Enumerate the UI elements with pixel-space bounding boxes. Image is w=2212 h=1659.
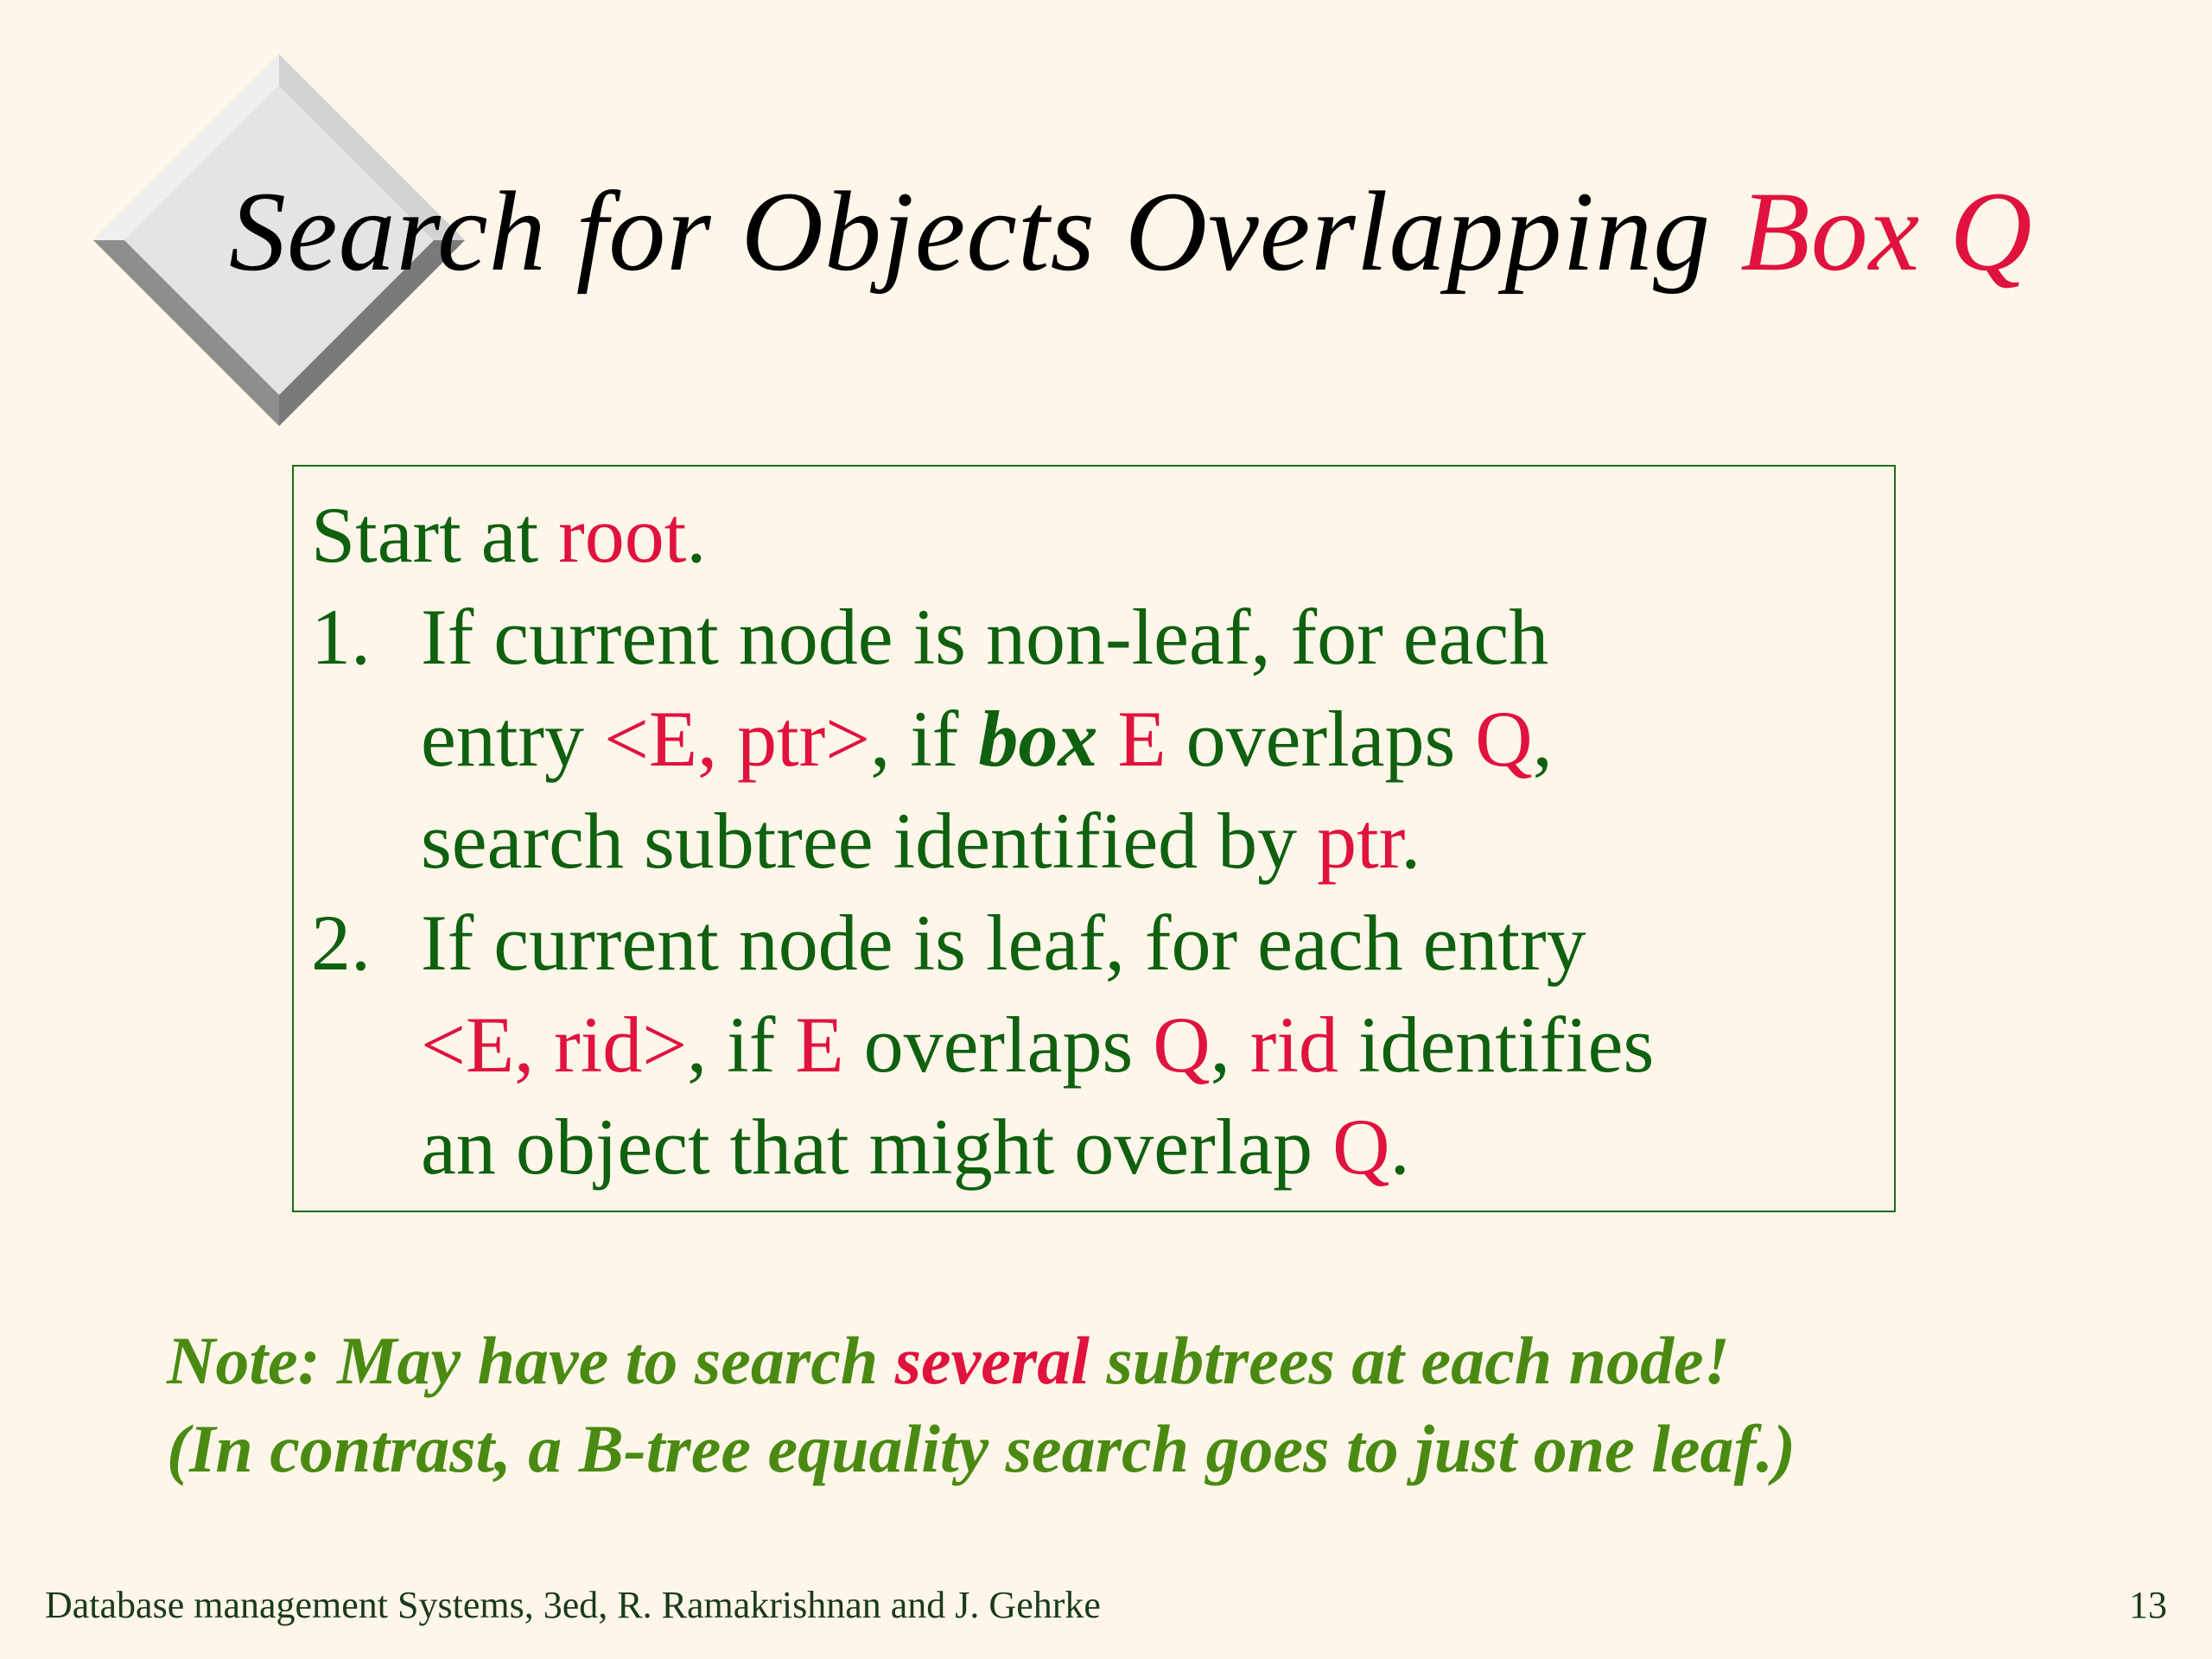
several-emphasis: several [894,1323,1090,1398]
text: . [1389,1103,1410,1191]
step-2-body [421,892,1654,1198]
ptr-term: ptr [1317,797,1402,885]
text: , if [687,1001,796,1089]
text: identifies [1338,1001,1655,1089]
note-line-1 [167,1317,1796,1405]
note [167,1317,1796,1493]
step-1 [311,586,1877,892]
title-main: Search for Objects Overlapping [229,168,1741,295]
text: . [1401,797,1421,885]
entry-tuple: <E, ptr> [604,695,871,783]
page-number: 13 [2129,1584,2167,1626]
text: search subtree identified by [421,797,1318,885]
step-2 [311,892,1877,1198]
step-1-line-2 [421,688,1553,790]
footer-citation: Database management Systems, 3ed, R. Ramakrishnan and J. Gehrke [45,1584,1101,1626]
note-line-2: (In contrast, a B-tree equality search goes to just one leaf.) [167,1411,1796,1486]
start-line [311,484,1877,586]
text: entry [421,695,605,783]
text: overlaps [843,1001,1154,1089]
step-2-line-3 [421,1096,1654,1198]
algorithm-box [292,465,1896,1212]
step-2-number: 2. [311,899,371,987]
q-term: Q [1153,1001,1211,1089]
step-1-line-1: If current node is non-leaf, for each [421,593,1549,681]
text: , [1532,695,1553,783]
start-prefix: Start at [311,491,559,579]
step-1-line-3 [421,790,1553,892]
box-e-term: E [1117,695,1166,783]
root-term: root [558,491,687,579]
entry-tuple: <E, rid> [421,1001,688,1089]
box-emphasis: box [978,695,1098,783]
step-2-line-2 [421,994,1654,1096]
step-1-body [421,586,1553,892]
q-term: Q [1332,1103,1390,1191]
start-period: . [686,491,707,579]
text: subtrees at each node! [1089,1323,1730,1398]
text [1097,695,1117,783]
rid-term: rid [1249,1001,1338,1089]
text: overlaps [1166,695,1476,783]
step-1-number: 1. [311,593,371,681]
text: , if [870,695,979,783]
q-term: Q [1475,695,1533,783]
slide-title [229,162,2033,301]
title-highlight: Box Q [1740,168,2033,295]
text: , [1210,1001,1250,1089]
e-term: E [795,1001,844,1089]
text: an object that might overlap [421,1103,1333,1191]
text: Note: May have to search [167,1323,895,1398]
step-2-line-1: If current node is leaf, for each entry [421,899,1586,987]
algorithm-text [311,484,1877,1198]
